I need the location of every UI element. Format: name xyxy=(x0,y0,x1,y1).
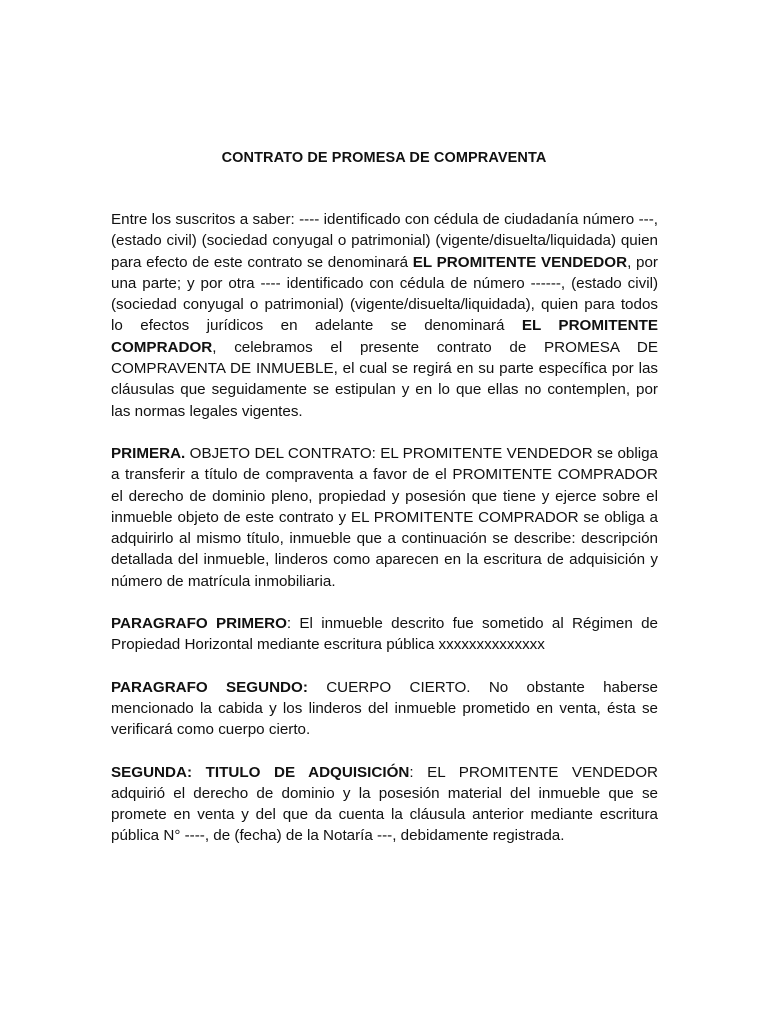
paragrafo-segundo-label: PARAGRAFO SEGUNDO: xyxy=(111,678,308,696)
clause-segunda xyxy=(111,762,658,847)
paragrafo-primero xyxy=(111,613,658,656)
segunda-label: SEGUNDA: TITULO DE ADQUISICIÓN xyxy=(111,763,410,781)
paragrafo-segundo xyxy=(111,677,658,741)
clause-primera xyxy=(111,443,658,592)
paragrafo-segundo-text: CUERPO CIERTO. No obstante haberse mencionado la cabida y los linderos del inmueble prometido en venta, ésta se verificará como cuerpo cierto. xyxy=(111,678,658,739)
paragrafo-primero-label: PARAGRAFO PRIMERO xyxy=(111,615,287,633)
primera-text: OBJETO DEL CONTRATO: EL PROMITENTE VENDEDOR se obliga a transferir a título de compraventa a favor de el PROMITENTE COMPRADOR el derecho de dominio pleno, propiedad y posesión que tiene y ejerce sobre el inmueble objeto de este contrato y EL PROMITENTE COMPRADOR se obliga a adquirirlo al mismo título, inmueble que a continuación se describe: descripción detallada del inmueble, linderos como aparecen en la escritura de adquisición y número de matrícula inmobiliaria. xyxy=(111,444,658,590)
comprador-label: EL PROMITENTE COMPRADOR xyxy=(111,317,658,356)
segunda-text: : EL PROMITENTE VENDEDOR adquirió el derecho de dominio y la posesión material del inmueble que se promete en venta y del que da cuenta la cláusula anterior mediante escritura pública N° ----, de (fecha) de la Notaría ---, debidamente registrada. xyxy=(111,763,658,845)
intro-text-3: , celebramos el presente contrato de PROMESA DE COMPRAVENTA DE INMUEBLE, el cual se regirá en su parte específica por las cláusulas que seguidamente se estipulan y en lo que ellas no contemplen, por las normas legales vigentes. xyxy=(111,338,658,420)
document-body xyxy=(111,209,658,868)
intro-text-2: , por una parte; y por otra ---- identificado con cédula de número ------, (estado civil) (sociedad conyugal o patrimonial) (vigente/disuelta/liquidada), quien para todos lo efectos jurídicos en adelante se denominará xyxy=(111,253,658,335)
intro-paragraph xyxy=(111,209,658,422)
document-title: CONTRATO DE PROMESA DE COMPRAVENTA xyxy=(221,150,547,166)
intro-text-1: Entre los suscritos a saber: ---- identificado con cédula de ciudadanía número ---, (estado civil) (sociedad conyugal o patrimonial) (vigente/disuelta/liquidada) quien para efecto de este contrato se denominará xyxy=(111,211,658,271)
vendedor-label: EL PROMITENTE VENDEDOR xyxy=(412,253,628,271)
paragrafo-primero-text: : El inmueble descrito fue sometido al Régimen de Propiedad Horizontal mediante escritura pública xxxxxxxxxxxxxx xyxy=(111,615,658,654)
primera-label: PRIMERA. xyxy=(111,444,186,462)
